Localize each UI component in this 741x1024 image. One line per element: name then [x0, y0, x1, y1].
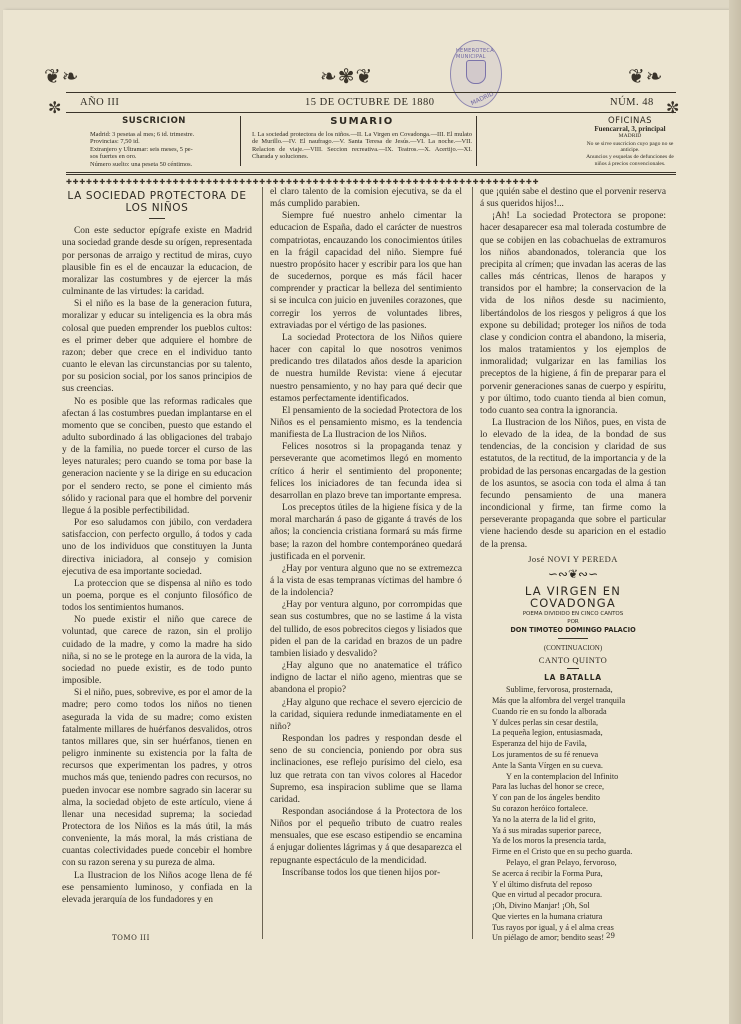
verse-line: Y el último disfruta del reposo	[492, 879, 592, 889]
offices-box	[580, 116, 680, 167]
right-bracket-ornament-icon: ✼	[666, 98, 681, 117]
paragraph: Con este seductor epígrafe existe en Madrid una sociedad grande desde su orígen, representada por personas de arraigo y rectitud de miras, cuyo plausible fin es el de encauzar la educacion, de moralizar las costumbres y de ejercer la más culminante de las virtudes: la caridad.	[62, 226, 252, 298]
issue-date: 15 DE OCTUBRE DE 1880	[305, 97, 435, 108]
verse-line: Y con pan de los ángeles bendito	[492, 793, 600, 803]
column-3	[480, 186, 666, 944]
center-flourish-icon: ❧✾❦	[320, 64, 374, 88]
title-dash	[149, 218, 165, 219]
verse-line: Ya de los moros la presencia tarda,	[492, 836, 606, 846]
page-edge-shadow	[729, 0, 741, 1024]
paragraph: Si el niño, pues, sobrevive, es por el amor de la madre; pero como todos los niños no tienen asegurada la vida de su madre; como existen fatalmente millares de huérfanos desvalidos, otros tantos millares que, sin ser huérfanos, tienen en peligro inminente su existencia por la falta de recursos que experimentan los padres, y otros muchos más que, teniendo padres con recursos, no pueden invocar ese nombre sagrado sin lacerar su alma, la sociedad objeto de este artículo, viene á llenar una necesidad suprema; la sociedad Protectora de los Niños es la más útil, la más conveniente, la más moral, la más cristiana de cuantas colectividades puede concebir el hombre con su razon serena y su pureza de alma.	[62, 688, 252, 869]
poem-rule	[558, 638, 588, 639]
paragraph: No puede existir el niño que carece de voluntad, que carece de razon, sin el prolijo cuidado de la madre, y como la madre ha sido niña, si no se le protege en la aurora de la vida, la sociedad no puede existir, es de todo punto imposible.	[62, 615, 252, 687]
verse-line: Ya á sus miradas superior parece,	[492, 825, 602, 835]
verse-line: Se acerca á recibir la Forma Pura,	[492, 868, 603, 878]
author-signature: José NOVI Y PEREDA	[528, 553, 618, 564]
verse-line: La pequeña legion, entusiasmada,	[492, 728, 603, 738]
paragraph: ¿Hay alguno que rechace el severo ejercicio de la caridad, siquiera redunde inmediatamente en el niño?	[270, 697, 462, 732]
verse-line: Los juramentos de su fé renueva	[492, 749, 599, 759]
verse-line: Firme en el Cristo que en su pecho guarda.	[492, 847, 633, 857]
subscription-line: Provincias: 7,50 id.	[90, 138, 140, 146]
summary-title: SUMARIO	[330, 116, 394, 127]
offices-city: MADRID	[618, 133, 642, 140]
subscription-line: sos fuertes en oro.	[90, 153, 137, 161]
header-bottom-rule	[66, 172, 676, 175]
header-divider	[240, 116, 241, 166]
verse-line: Y dulces perlas sin cesar destila,	[492, 717, 599, 727]
offices-note: No se sirve suscricion cuyo pago no se anticipe.	[586, 140, 674, 154]
paragraph: Los preceptos útiles de la higiene física y de la moral marcharán á paso de gigante á través de los años; la conciencia cristiana formará su más firme base; la razon del hombre contemporáneo quedará justificada en el porvenir.	[270, 503, 462, 562]
header-middle-rule	[66, 112, 676, 113]
paragraph: Si el niño es la base de la generacion futura, moralizar y educar su inteligencia es la obra más colosal que pueden emprender los pueblos cultos: es el primer deber que adquiere el hombre de razon; deber que crece en el individuo tanto cuanto le elevan las circunstancias por su talento, por su posicion social, por los sanos principios de sus creencias.	[62, 299, 252, 395]
paragraph: Inscríbanse todos los que tienen hijos por-	[282, 867, 441, 878]
paragraph: ¿Hay por ventura alguno que no se extremezca á la vista de esas tempranas víctimas del hambre ó de la indolencia?	[270, 563, 462, 599]
library-stamp-label: HEMEROTECA MUNICIPAL	[456, 48, 494, 60]
paragraph: La sociedad Protectora de los Niños quiere hacer con capital lo que nosotros venimos predicando tres dilatados años desde la aparicion de nuestra humilde Revista: viene á ejecutar nuestro pensamiento, y no hay para qué decir que estamos perfectamente identificados.	[270, 332, 462, 404]
canto-dash	[567, 668, 579, 669]
coat-of-arms-icon	[466, 60, 486, 84]
library-stamp-city: MADRID	[469, 90, 496, 108]
paragraph: ¿Hay alguno que no anatematice el tráfico indigno de lactar el niño ageno, mientras que se abandona el propio?	[270, 661, 462, 696]
subscription-box	[70, 116, 238, 168]
verse-line: Cuando ríe en su fondo la alborada	[492, 706, 607, 716]
verse-line: ¡Oh, Divino Manjar! ¡Oh, Sol	[492, 901, 590, 911]
paragraph: No es posible que las reformas radicales que afectan á las costumbres puedan implantarse en el momento que se conciben, puesto que estando el adulto subordinado á las obligaciones del trabajo y de la familia, no puede torcer el curso de las leyes naturales; pero cuando se toma por base la generacion naciente y se la dirige en su educacion por el sendero recto, se pone el cimiento más sólido y racional para que el hombre del porvenir llegue á la posible perfectibilidad.	[62, 396, 252, 516]
section-label: LA BATALLA	[544, 673, 602, 683]
section-divider-ornament-icon: ∽∾❦∾∽	[547, 566, 599, 581]
column-1	[62, 190, 252, 906]
continuation-label: (CONTINUACION)	[543, 644, 603, 653]
subscription-line: Madrid: 3 pesetas al mes; 6 id. trimestre.	[90, 131, 195, 138]
verse-line: Un piélago de amor; bendito seas!	[492, 933, 605, 943]
paragraph: Felices nosotros si la propaganda tenaz y perseverante que acometimos llegó en momento crítico á herir el sentimiento del proponente; felices los iniciadores de tan fecunda idea si desarrollan en plazo breve tan importante empresa.	[270, 442, 462, 501]
paragraph: Respondan asociándose á la Protectora de los Niños por el pequeño tributo de cuatro reales mensuales, que ese escaso estipendio se encamina á enjugar dolientes lágrimas y á que desaparezca el repugnante espectáculo de la mendicidad.	[270, 806, 462, 866]
column-2	[270, 186, 462, 879]
verse-line: Que en virtud al pecador procura.	[492, 890, 603, 900]
summary-box	[252, 116, 472, 161]
paragraph: que ¡quién sabe el destino que el porvenir reserva á sus queridos hijos!...	[480, 187, 666, 210]
left-flourish-icon: ❦❧	[44, 64, 80, 88]
canto-label: CANTO QUINTO	[538, 655, 608, 666]
left-bracket-ornament-icon: ✼	[48, 98, 63, 117]
paragraph: Respondan los padres y respondan desde el seno de su conciencia, poniendo por obra sus inclinaciones, ese reflejo purísimo del cielo, esa luz que retrata con tan vivos colores al Hacedor Supremo, esa inspiracion sublime que se llama caridad.	[270, 734, 462, 805]
poem-verses	[480, 685, 666, 944]
article-title: LA SOCIEDAD PROTECTORA DE LOS NIÑOS	[67, 190, 247, 215]
paragraph: El pensamiento de la sociedad Protectora de los Niños es el pensamiento mismo, es la tendencia manifiesta de La Ilustracion de los Niños.	[270, 405, 462, 441]
verse-line: Sublime, fervorosa, prosternada,	[506, 685, 613, 695]
header-divider	[476, 116, 477, 166]
poem-subtitle: POEMA DIVIDIDO EN CINCO CANTOS	[522, 611, 624, 618]
offices-address: Fuencarral, 3, principal	[594, 125, 666, 133]
volume-label: TOMO III	[112, 934, 150, 942]
column-rule	[262, 187, 263, 939]
verse-line: Ya no la aterra de la lid el grito,	[492, 814, 596, 824]
paragraph: La proteccion que se dispensa al niño es todo un poema, porque es el conjunto filosófico de todos los sentimientos humanos.	[62, 578, 252, 614]
verse-line: Su corazon heróico fortalece.	[492, 803, 588, 813]
verse-line: Que viertes en la humana criatura	[492, 911, 603, 921]
verse-line: Y en la contemplacion del Infinito	[506, 771, 619, 781]
verse-line: Más que la alfombra del vergel tranquila	[492, 695, 626, 705]
subscription-title: SUSCRICION	[122, 116, 186, 126]
column-rule	[472, 187, 473, 939]
poem-title: LA VIRGEN EN COVADONGA	[524, 583, 622, 610]
paragraph: La Ilustracion de los Niños acoge llena de fé ese pensamiento luminoso, y confiada en la elevada jerarquía de los fundadores y en	[62, 870, 252, 905]
paragraph: ¡Ah! La sociedad Protectora se propone: hacer desaparecer esa mal tolerada costumbre de que se cobijen en las cobachuelas de extramuros los niños abandonados, tolerancia que los precipita al crímen; que invadan las aceras de las calles más céntricas, llenos de harapos y transidos por el hambre; la conservacion de la vida de los niños desde su nacimiento, libertándolos de los riesgos y peligros á que los expone su debilidad; proteger los niños de toda clase y condicion contra el abandono, la miseria, los malos tratamientos y los ejemplos de inmoralidad; vulgarizar en las familias los preceptos de la higiene, á fin de preparar para el porvenir generaciones sanas de cuerpo y espíritu, y por último, todo cuanto tienda al bien comun, todo cuanto sea contra la ignorancia.	[480, 211, 666, 416]
offices-note: Anuncios y esquelas de defunciones de niños á precios convencionales.	[586, 154, 674, 167]
paragraph: La Ilustracion de los Niños, pues, en vista de lo elevado de la idea, de la bondad de sus tendencias, de la concision y claridad de sus estatutos, de la rectitud, de la importancia y de la probidad de las personas encargadas de la gestion de los asuntos, se asocia con toda el alma á tan fecundo pensamiento de una manera incondicional y firme, tan firme como la perseverante propaganda que sobre el particular viene haciendo desde su aparicion en el estadio de la prensa.	[480, 417, 666, 550]
page-number: 29	[606, 932, 615, 940]
offices-title: OFICINAS	[607, 116, 653, 126]
poem-author: DON TIMOTEO DOMINGO PALACIO	[510, 626, 636, 635]
paragraph: ¿Hay por ventura alguno, por corrompidas que sean sus costumbres, que no se lastime á la vista del tullido, de esos pobrecitos ciegos y lisiados que piden el pan de la caridad en brazos de un padre tambien lisiado y desvalido?	[270, 600, 462, 659]
verse-line: Para las luchas del honor se crece,	[492, 782, 605, 792]
year-label: AÑO III	[80, 97, 120, 108]
right-flourish-icon: ❦❧	[628, 64, 664, 88]
verse-line: Esperanza del hijo de Favila,	[492, 739, 587, 749]
paragraph: Por eso saludamos con júbilo, con verdadera satisfaccion, con perfecto orgullo, á todos y cada uno de los individuos que constituyen la Junta directiva iniciadora, al consejo y comision ejecutiva de esa importante sociedad.	[62, 518, 252, 577]
poem-by: POR	[567, 619, 579, 626]
issue-number: NÚM. 48	[610, 97, 654, 108]
verse-line: Tus rayos por igual, y á el alma creas	[492, 922, 614, 932]
subscription-line: Número suelto: una peseta 50 céntimos.	[90, 160, 193, 168]
subscription-line: Extranjero y Ultramar: seis meses, 5 pe-	[90, 145, 193, 153]
verse-line: Ante la Santa Vírgen en su cueva.	[492, 760, 603, 770]
decorative-border-icon: ✚✚✚✚✚✚✚✚✚✚✚✚✚✚✚✚✚✚✚✚✚✚✚✚✚✚✚✚✚✚✚✚✚✚✚✚✚✚✚✚✚✚✚✚✚✚✚✚✚✚✚✚✚✚✚✚✚✚✚✚✚✚✚✚✚✚✚✚✚✚✚	[66, 178, 540, 186]
paragraph: Siempre fué nuestro anhelo cimentar la educacion de España, dado el carácter de nuestros compatriotas, encauzando los conocimientos útiles en la frágil capacidad del niño. Siempre fué nuestro propósito hacer y escribir para los que han de sucedernos, porque es más fácil hacer comprender y practicar la belleza del sentimiento si se inculca con juicio en juveniles corazones, que corregir los yerros de voluntades libres, extraviadas por el vértigo de las pasiones.	[270, 211, 462, 331]
subscription-lines	[70, 131, 238, 168]
summary-text: I. La sociedad protectora de los niños.—II. La Virgen en Covadonga.—III. El mulato de Murillo.—IV. El naufrago.—V. Santa Teresa de Jesús.—VI. La noche.—VII. Relacion de viaje.—VIII. Seccion recreativa.—IX. Teatros.—X. Acertijo.—XI. Charada y soluciones.	[252, 131, 472, 161]
verse-line: Pelayo, el gran Pelayo, fervoroso,	[506, 857, 617, 867]
paragraph: el claro talento de la comision ejecutiva, se da el más cumplido parabien.	[270, 187, 462, 210]
header-top-rule	[66, 92, 676, 93]
